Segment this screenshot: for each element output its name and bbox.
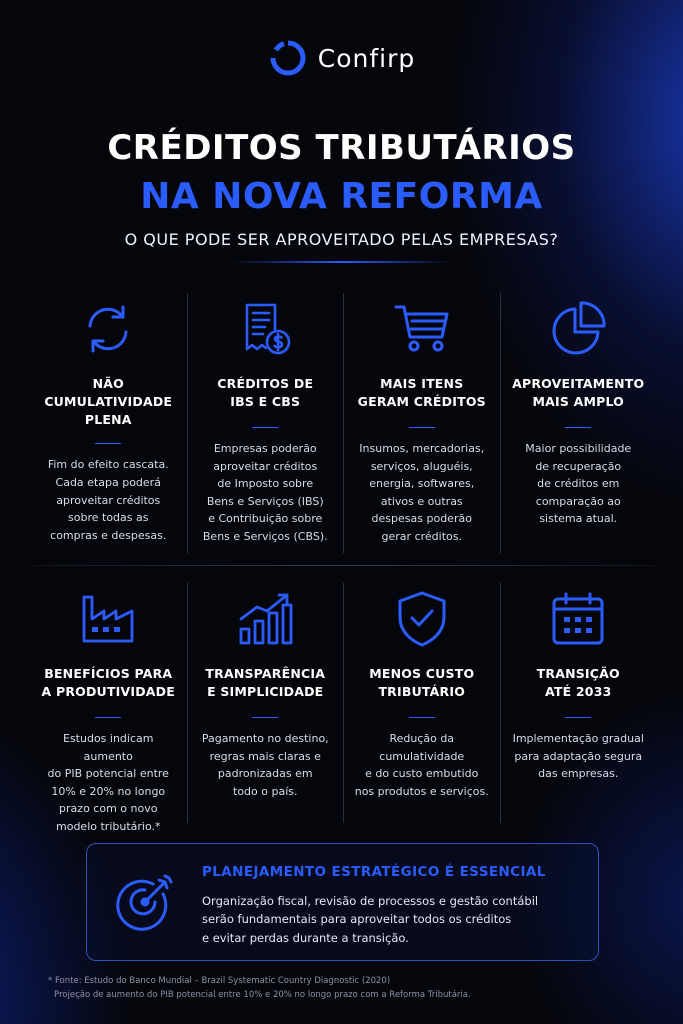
divider bbox=[252, 717, 278, 718]
factory-icon bbox=[78, 589, 138, 649]
page-title-highlight: NA NOVA REFORMA bbox=[140, 176, 543, 217]
benefit-card bbox=[500, 293, 657, 553]
benefit-card bbox=[30, 293, 187, 553]
section-divider bbox=[30, 565, 656, 566]
divider bbox=[95, 443, 121, 444]
footnote-source: * Fonte: Estudo do Banco Mundial – Brazil Systematic Country Diagnostic (2020) bbox=[48, 976, 391, 986]
benefit-title: NÃO CUMULATIVIDADE PLENA bbox=[44, 376, 173, 428]
benefit-description: Redução da cumulatividade e do custo embutido nos produtos e serviços. bbox=[354, 732, 489, 798]
brand-name: Confirp bbox=[317, 43, 416, 73]
benefit-title: TRANSIÇÃO ATÉ 2033 bbox=[536, 666, 620, 700]
pie-chart-icon bbox=[548, 299, 608, 359]
shopping-cart-icon bbox=[392, 299, 452, 359]
benefit-description: Empresas poderão aproveitar créditos de Imposto sobre Bens e Serviços (IBS) e Contribuição sobre Bens e Serviços (CBS). bbox=[202, 442, 328, 543]
divider bbox=[565, 427, 591, 428]
benefit-description: Maior possibilidade de recuperação de créditos em comparação ao sistema atual. bbox=[525, 442, 632, 526]
benefit-description: Pagamento no destino, regras mais claras e padronizadas em todo o país. bbox=[201, 732, 329, 798]
benefit-description: Insumos, mercadorias, serviços, aluguéis, energia, softwares, ativos e outras despesas poderão gerar créditos. bbox=[359, 442, 485, 543]
confirp-logo-icon bbox=[268, 38, 308, 78]
benefit-description: Implementação gradual para adaptação segura das empresas. bbox=[512, 732, 644, 781]
benefit-title: CRÉDITOS DE IBS E CBS bbox=[217, 376, 314, 410]
divider bbox=[409, 427, 435, 428]
growth-bars-icon bbox=[235, 589, 295, 649]
strategic-planning-callout bbox=[86, 843, 599, 961]
page-title: CRÉDITOS TRIBUTÁRIOS bbox=[107, 128, 576, 168]
divider bbox=[95, 717, 121, 718]
benefit-title: MAIS ITENS GERAM CRÉDITOS bbox=[357, 376, 486, 410]
receipt-dollar-icon bbox=[235, 299, 295, 359]
benefit-title: BENEFÍCIOS PARA A PRODUTIVIDADE bbox=[41, 666, 175, 700]
subtitle-underline bbox=[232, 261, 452, 263]
benefit-title: MENOS CUSTO TRIBUTÁRIO bbox=[369, 666, 475, 700]
benefit-card bbox=[500, 583, 657, 823]
benefit-card bbox=[343, 583, 500, 823]
callout-title: PLANEJAMENTO ESTRATÉGICO É ESSENCIAL bbox=[202, 864, 546, 880]
divider bbox=[252, 427, 278, 428]
benefit-description: Fim do efeito cascata. Cada etapa poderá aproveitar créditos sobre todas as compras e despesas. bbox=[47, 458, 169, 542]
footnote-detail: Projeção de aumento do PIB potencial entre 10% e 20% no longo prazo com a Reforma Tributária. bbox=[54, 989, 471, 1000]
calendar-icon bbox=[548, 589, 608, 649]
benefit-card bbox=[343, 293, 500, 553]
refresh-cycle-icon bbox=[78, 299, 138, 359]
benefits-row-2 bbox=[30, 583, 656, 833]
page-subtitle: O QUE PODE SER APROVEITADO PELAS EMPRESAS? bbox=[124, 230, 559, 249]
callout-text: Organização fiscal, revisão de processos e gestão contábil serão fundamentais para aproveitar todos os créditos e evitar perdas durante a transição. bbox=[202, 894, 539, 945]
benefit-description: Estudos indicam aumento do PIB potencial entre 10% e 20% no longo prazo com o novo modelo tributário.* bbox=[47, 732, 169, 833]
benefits-row-1 bbox=[30, 293, 656, 553]
benefit-title: TRANSPARÊNCIA E SIMPLICIDADE bbox=[205, 666, 326, 700]
brand-logo bbox=[0, 38, 683, 78]
footnote bbox=[48, 975, 471, 1002]
benefit-card bbox=[30, 583, 187, 833]
benefit-card bbox=[187, 583, 344, 823]
divider bbox=[565, 717, 591, 718]
benefit-card bbox=[187, 293, 344, 553]
target-arrow-icon bbox=[113, 870, 177, 934]
benefit-title: APROVEITAMENTO MAIS AMPLO bbox=[512, 376, 645, 410]
shield-check-icon bbox=[392, 589, 452, 649]
divider bbox=[409, 717, 435, 718]
